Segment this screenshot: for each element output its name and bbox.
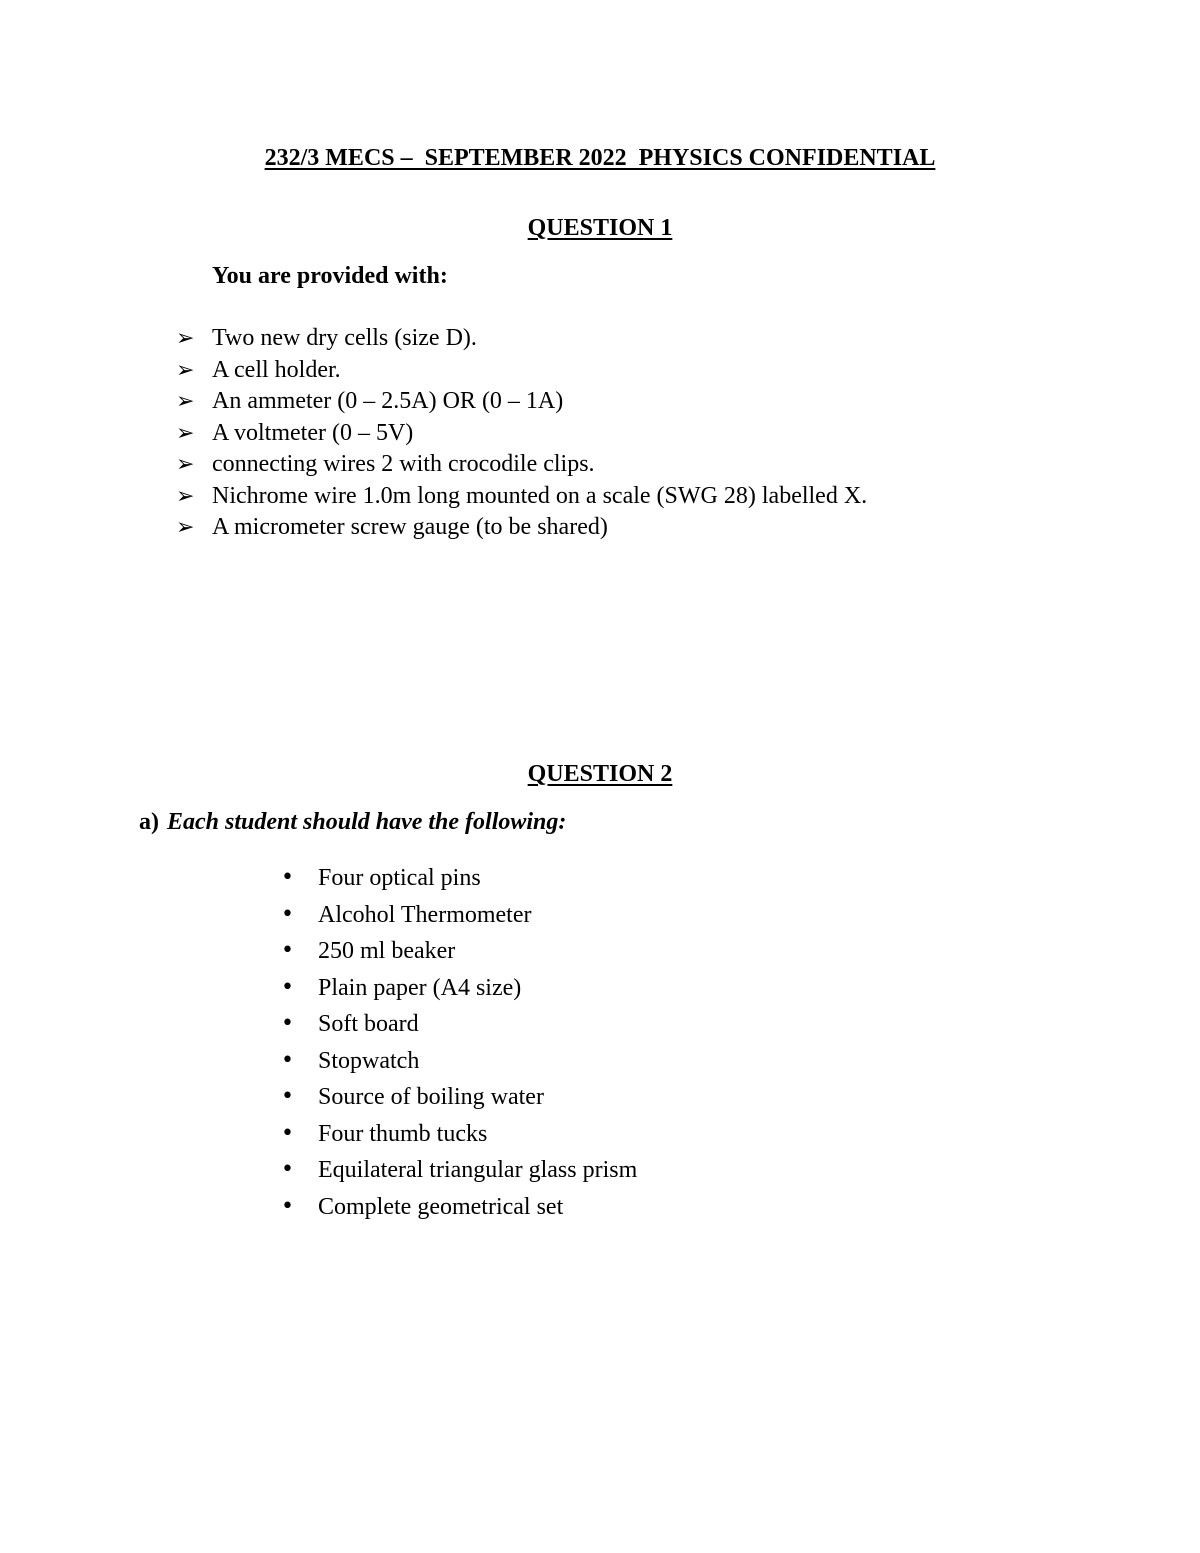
list-item (0, 418, 1200, 450)
bullet-dot-icon: • (281, 938, 294, 963)
question-1-heading: QUESTION 1 (527, 215, 673, 241)
apparatus-item-text: Four thumb tucks (318, 1120, 488, 1147)
question-2-heading: QUESTION 2 (527, 761, 673, 787)
bullet-dot-icon: • (281, 1193, 294, 1219)
bullet-dot-icon: • (281, 974, 294, 1000)
arrow-bullet-icon: ➢ (176, 420, 195, 446)
question-1-apparatus-list (0, 323, 1200, 544)
apparatus-item-text: Source of boiling water (318, 1084, 544, 1110)
list-item (0, 449, 1200, 481)
list-item (0, 1007, 1200, 1044)
bullet-dot-icon: • (281, 1157, 294, 1182)
apparatus-item-text: Plain paper (A4 size) (318, 974, 522, 1001)
apparatus-item-text: A voltmeter (0 – 5V) (212, 419, 414, 446)
apparatus-item-text: connecting wires 2 with crocodile clips. (212, 451, 595, 477)
document-title: 232/3 MECS – SEPTEMBER 2022 PHYSICS CONFIDENTIAL (264, 145, 936, 171)
apparatus-item-text: Stopwatch (318, 1047, 420, 1074)
apparatus-item-text: An ammeter (0 – 2.5A) OR (0 – 1A) (212, 388, 564, 414)
part-instruction: Each student should have the following: (167, 809, 567, 835)
arrow-bullet-icon: ➢ (176, 357, 195, 383)
bullet-dot-icon: • (281, 901, 294, 927)
arrow-bullet-icon: ➢ (176, 389, 195, 414)
list-item (0, 1153, 1200, 1190)
list-item (0, 323, 1200, 355)
apparatus-item-text: Complete geometrical set (318, 1193, 564, 1220)
list-item (0, 481, 1200, 513)
apparatus-item-text: 250 ml beaker (318, 938, 456, 964)
arrow-bullet-icon: ➢ (176, 452, 195, 477)
apparatus-item-text: A cell holder. (212, 356, 341, 383)
apparatus-item-text: Alcohol Thermometer (318, 901, 532, 928)
list-item (0, 971, 1200, 1008)
list-item (0, 1044, 1200, 1081)
bullet-dot-icon: • (281, 1011, 294, 1036)
list-item (0, 1080, 1200, 1117)
apparatus-item-text: A micrometer screw gauge (to be shared) (212, 514, 608, 540)
arrow-bullet-icon: ➢ (176, 483, 195, 509)
list-item (0, 512, 1200, 544)
bullet-dot-icon: • (281, 1084, 294, 1109)
arrow-bullet-icon: ➢ (176, 326, 195, 351)
list-item (0, 386, 1200, 418)
bullet-dot-icon: • (281, 1120, 294, 1146)
part-label: a) (139, 809, 159, 835)
question-1-intro: You are provided with: (212, 263, 448, 289)
list-item (0, 934, 1200, 971)
bullet-dot-icon: • (281, 1047, 294, 1073)
apparatus-item-text: Equilateral triangular glass prism (318, 1157, 638, 1183)
apparatus-item-text: Four optical pins (318, 865, 481, 891)
question-2-apparatus-list (0, 861, 1200, 1226)
arrow-bullet-icon: ➢ (176, 515, 195, 540)
list-item (0, 1190, 1200, 1227)
list-item (0, 898, 1200, 935)
bullet-dot-icon: • (281, 865, 294, 890)
list-item (0, 1117, 1200, 1154)
apparatus-item-text: Soft board (318, 1011, 419, 1037)
apparatus-item-text: Nichrome wire 1.0m long mounted on a scale (SWG 28) labelled X. (212, 482, 868, 509)
question-2-part-a (139, 807, 566, 837)
list-item (0, 355, 1200, 387)
list-item (0, 861, 1200, 898)
apparatus-item-text: Two new dry cells (size D). (212, 325, 477, 351)
